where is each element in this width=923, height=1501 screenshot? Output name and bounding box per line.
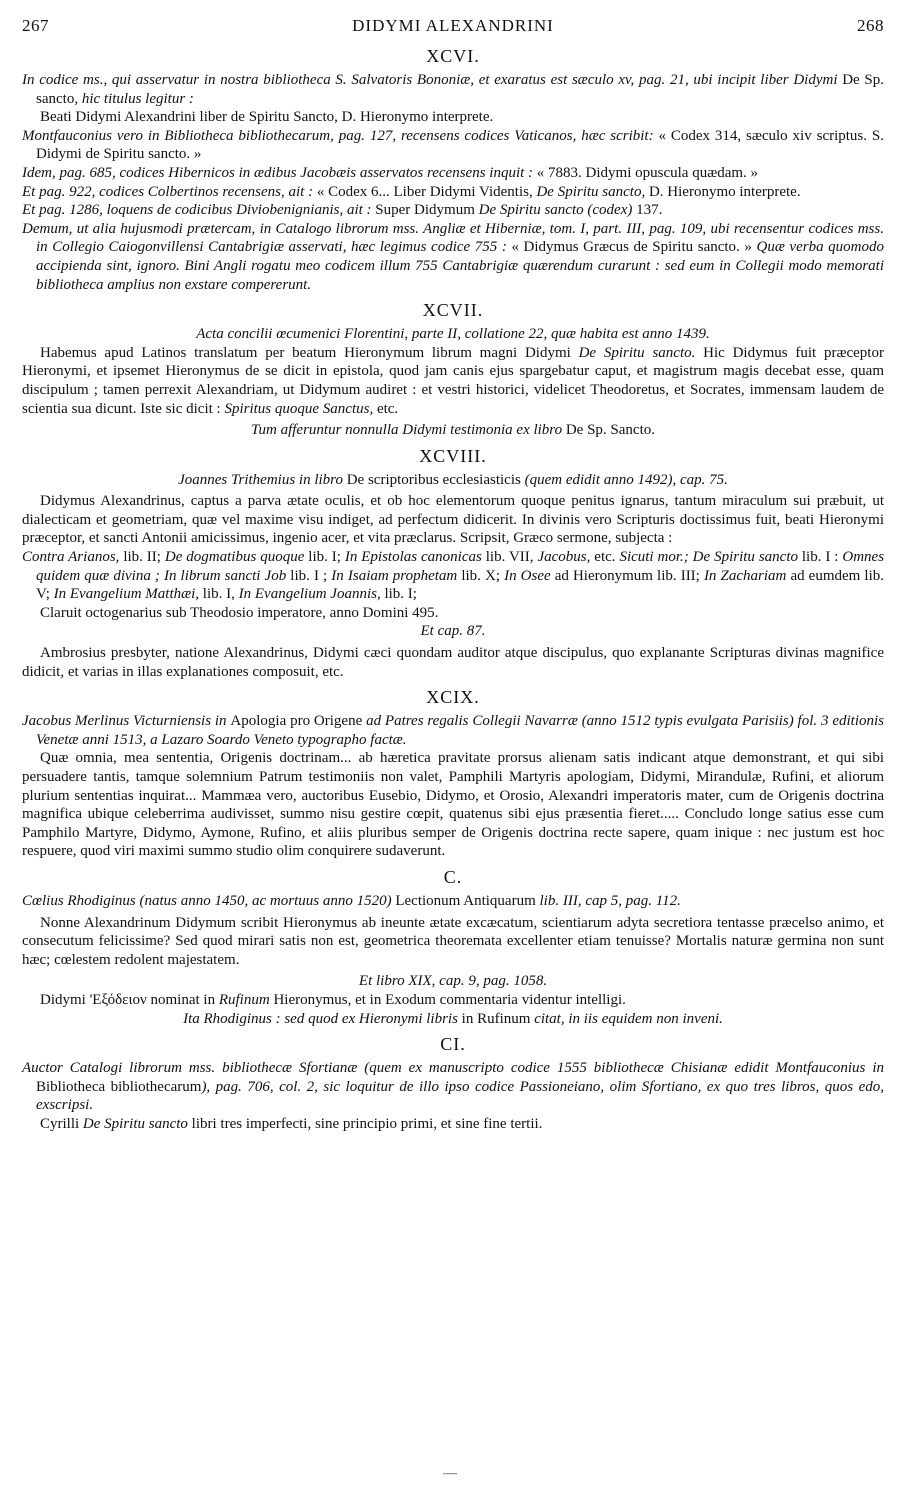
italic-text: Jacobus Merlinus Victurniensis in (22, 713, 231, 730)
text-run: lib. X; (457, 567, 505, 584)
italic-text: In codice ms., qui asservatur in nostra bibliotheca S. Salvatoris Bononiæ, et exaratus est sæculo xv, pag. 21, ubi incipit liber Didymi (22, 72, 843, 88)
text-run: lib. I; (380, 586, 417, 603)
paragraph (22, 127, 884, 164)
section-heading-c: C. (443, 866, 463, 887)
italic-text: Sicuti mor.; De Spiritu sancto (619, 549, 798, 566)
italic-text: ad Patres regalis Collegii Navarræ (anno 1512 typis evulgata Parisiis) fol. 3 editionis Venetæ anni 1513, a Lazaro Soardo Veneto typographo factæ. (36, 713, 884, 748)
paragraph: Ambrosius presbyter, natione Alexandrinus, Didymi cæci quondam auditor atque discipulus, quo explanante Scripturas divinas magnifice didicit, et varias in illas explanationes composuit, etc. (22, 645, 884, 680)
italic-text: citat, in iis equidem non inveni. (534, 1010, 723, 1027)
left-page-number: 267 (22, 16, 49, 35)
italic-text: Montfauconius vero in Bibliotheca bibliothecarum, pag. 127, recensens codices Vaticanos, hæc scribit: (22, 127, 654, 144)
paragraph (22, 201, 884, 220)
italic-text: Spiritus quoque Sanctus, (224, 400, 374, 417)
italic-text: Joannes Trithemius in libro (178, 471, 347, 488)
paragraph (22, 972, 884, 991)
text-run: Habemus apud Latinos translatum per beatum Hieronymum librum magni Didymi (40, 344, 579, 361)
italic-text: Et cap. 87. (420, 623, 486, 640)
italic-text: De Spiritu sancto, (536, 183, 646, 200)
paragraph: Beati Didymi Alexandrini liber de Spiritu Sancto, D. Hieronymo interprete. (40, 109, 494, 126)
italic-text: Contra Arianos, (22, 549, 120, 566)
text-run: « 7883. Didymi opuscula quædam. » (533, 164, 759, 181)
paragraph (22, 220, 884, 294)
italic-text: De dogmatibus quoque (164, 549, 305, 566)
paragraph (22, 71, 884, 108)
italic-text: In Epistolas canonicas (344, 549, 482, 566)
paragraph (22, 164, 884, 183)
paragraph (22, 183, 884, 202)
text-run: Cyrilli (40, 1115, 83, 1132)
paragraph (22, 991, 884, 1010)
text-run: « Codex 314, sæculo xiv scriptus. S. Didymi de Spiritu sancto. » (36, 127, 884, 163)
paragraph: Quæ omnia, mea sententia, Origenis doctrinam... ab hæretica pravitate prorsus alienam satis indicant atque demonstrant, et qui sibi persuadere tantis, tamque solemnium Patrum testimoniis non valet, Pamphili Martyris apologiam, Didymi, Mirandulæ, Rufini, et aliorum plurium sententias inquirat... Mammæa vero, auctoribus Eusebio, Didymo, et Orosio, Alexandri imperatoris mater, cum de Origenis doctrina magnifica ubique celeberrima audivisset, summo nisu gestire cœpit, quatenus sibi ejus præsentia fieret..... Concludo longe satius esse cum Pamphilo Martyre, Didymo, Aymone, Rufino, et aliis pluribus semper de Origenis doctrina recte sapere, quam inique : nec justum est hoc respuere, quod viri maximi summo studio olim conquirere sudaverunt. (22, 750, 884, 860)
paragraph (22, 421, 884, 440)
italic-text: lib. III, cap 5, pag. 112. (539, 892, 681, 909)
paragraph (22, 548, 884, 604)
text-run: « Codex 6... Liber Didymi Videntis, (313, 183, 537, 200)
text-run: lib. I, (199, 586, 239, 603)
section-heading-xcvii: XCVII. (422, 300, 484, 321)
italic-text: De Spiritu sancto. (578, 344, 696, 361)
italic-text: In Evangelium Joannis, (238, 586, 381, 603)
italic-text: ), pag. 706, col. 2, sic loquitur de illo ipso codice Passioneiano, olim Sfortiano, ex quo tres libros, quos edo, exscripsi. (36, 1078, 884, 1114)
italic-text: Idem, pag. 685, codices Hibernicos in ædibus Jacobæis asservatos recensens inquit : (22, 164, 534, 181)
text-run: lib. II; (119, 549, 165, 566)
running-header (22, 16, 884, 40)
text-run: libri tres imperfecti, sine principio primi, et sine fine tertii. (187, 1115, 543, 1132)
text-run: Apologia pro Origene (230, 713, 363, 730)
text-run: De Sp. sancto (36, 72, 884, 107)
paragraph (22, 622, 884, 641)
italic-text: (quem edidit anno 1492), cap. 75. (520, 471, 728, 488)
signature-mark: — (443, 1466, 456, 1481)
running-title: DIDYMI ALEXANDRINI (352, 16, 554, 35)
text-run: etc. (373, 400, 399, 417)
text-run: Super Didymum (371, 202, 479, 219)
paragraph: Claruit octogenarius sub Theodosio imperatore, anno Domini 495. (40, 604, 439, 621)
italic-text: Rufinum (218, 991, 270, 1008)
italic-text: In Zachariam (703, 567, 787, 584)
text-run: in Rufinum (457, 1010, 535, 1027)
paragraph (22, 1010, 884, 1029)
text-run: « Didymus Græcus de Spiritu sancto. » (506, 239, 757, 256)
text-run: 137. (632, 202, 663, 219)
section-heading-ci: CI. (440, 1034, 466, 1055)
text-run: ad eumdem lib. V; (36, 567, 884, 603)
italic-text: De Spiritu sancto (codex) (478, 202, 633, 219)
text-run: Hieronymus, et in Exodum commentaria videntur intelligi. (269, 991, 626, 1008)
paragraph (22, 892, 884, 911)
text-run: etc. (590, 549, 620, 566)
text-run: lib. VII, (481, 549, 538, 566)
text-run: Didymi 'Εξόδειον nominat in (40, 991, 219, 1008)
text-run: ad Hieronymum lib. III; (550, 567, 704, 584)
italic-text: Demum, ut alia hujusmodi prætercam, in Catalogo librorum mss. Angliæ et Hiberniæ, tom. I, part. III, pag. 109, ubi recensentur codices mss. in Collegio Caiogonvillensi Cantabrigiæ asservati, hæc legimus codice 755 : (22, 220, 884, 256)
paragraph (22, 471, 884, 490)
italic-text: Auctor Catalogi librorum mss. bibliothecæ Sfortianæ (quem ex manuscripto codice 1555 bibliothecæ Chisianæ edidit Montfauconius in (22, 1060, 884, 1077)
italic-text: Quæ verba quomodo accipienda sint, ignoro. Bini Angli rogatu meo codicem illum 755 Cantabrigiæ quærendum curarunt : sed eum in Collegii modo memorati bibliotheca amplius non exstare compererunt. (36, 239, 884, 293)
text-run: lib. I ; (286, 567, 332, 584)
paragraph (22, 325, 884, 344)
italic-text: Cœlius Rhodiginus (natus anno 1450, ac mortuus anno 1520) (22, 892, 392, 909)
paragraph (22, 1059, 884, 1115)
italic-text: Acta concilii œcumenici Florentini, parte II, collatione 22, quæ habita est anno 1439. (196, 326, 710, 343)
italic-text: De Spiritu sancto (82, 1115, 188, 1132)
italic-text: Omnes quidem quæ divina ; In librum sancti Job (36, 549, 885, 584)
italic-text: Et pag. 1286, loquens de codicibus Diviobenignianis, ait : (22, 202, 372, 219)
paragraph: Didymus Alexandrinus, captus a parva ætate oculis, et ob hoc elementorum quoque penitus ignarus, tantum miraculum sui præbuit, ut dialecticam et geometriam, quæ vel maxime visu indiget, ad perfectum didicerit. In divinis vero Scripturis doctissimus fuit, beati Hieronymi præceptor, et sancti Antonii amicissimus, ingenio acer, et vita præclarus. Scripsit, Græco sermone, subjecta : (22, 493, 884, 547)
italic-text: In Evangelium Matthæi, (53, 586, 200, 603)
text-run: Bibliotheca bibliothecarum (36, 1078, 202, 1095)
italic-text: Et libro XIX, cap. 9, pag. 1058. (358, 973, 548, 990)
italic-text: Et pag. 922, codices Colbertinos recensens, ait : (22, 183, 314, 200)
text-run: De scriptoribus ecclesiasticis (346, 471, 521, 488)
paragraph (22, 344, 884, 418)
text-run: De Sp. Sancto. (565, 422, 656, 439)
italic-text: In Isaiam prophetam (331, 567, 458, 584)
paragraph (22, 1115, 884, 1134)
section-heading-xcviii: XCVIII. (419, 445, 487, 466)
section-heading-xcix: XCIX. (426, 687, 480, 708)
text-run: lib. I; (304, 549, 345, 566)
italic-text: , hic titulus legitur : (74, 90, 194, 107)
paragraph: Nonne Alexandrinum Didymum scribit Hieronymus ab ineunte ætate excæcatum, scientiarum adyta secretiora tentasse præcelso animo, et consecutum felicissime? Sed quod mirari satis non est, geometrica theoremata excellenter etiam tenuisse? Mortalis naturæ germina non sunt hæc; cœlestem redolent majestatem. (22, 914, 884, 968)
section-heading-xcvi: XCVI. (426, 46, 480, 66)
text-run: Lectionum Antiquarum (391, 892, 540, 909)
italic-text: In Osee (504, 567, 551, 584)
italic-text: Tum afferuntur nonnulla Didymi testimonia ex libro (250, 422, 566, 439)
italic-text: Ita Rhodiginus : sed quod ex Hieronymi libris (183, 1010, 458, 1027)
text-run: D. Hieronymo interprete. (645, 183, 801, 200)
text-run: Hic Didymus fuit præceptor Hieronymi, et ipsemet Hieronymus de se dicit in epistola, quod jam canis ejus spargebatur caput, et magistrum magis decebat esse, quam discipulum ; tamen perrexit Alexandriam, ut Didymum audiret : et vestri historici, videlicet Theodoretus, et Socrates, immensam laudem de scientia sua dicunt. Iste sic dicit : (22, 344, 884, 417)
paragraph (22, 712, 884, 749)
text-run: lib. I : (797, 549, 843, 566)
document-page (22, 16, 884, 1134)
italic-text: Jacobus, (537, 549, 591, 566)
right-page-number: 268 (856, 16, 884, 35)
